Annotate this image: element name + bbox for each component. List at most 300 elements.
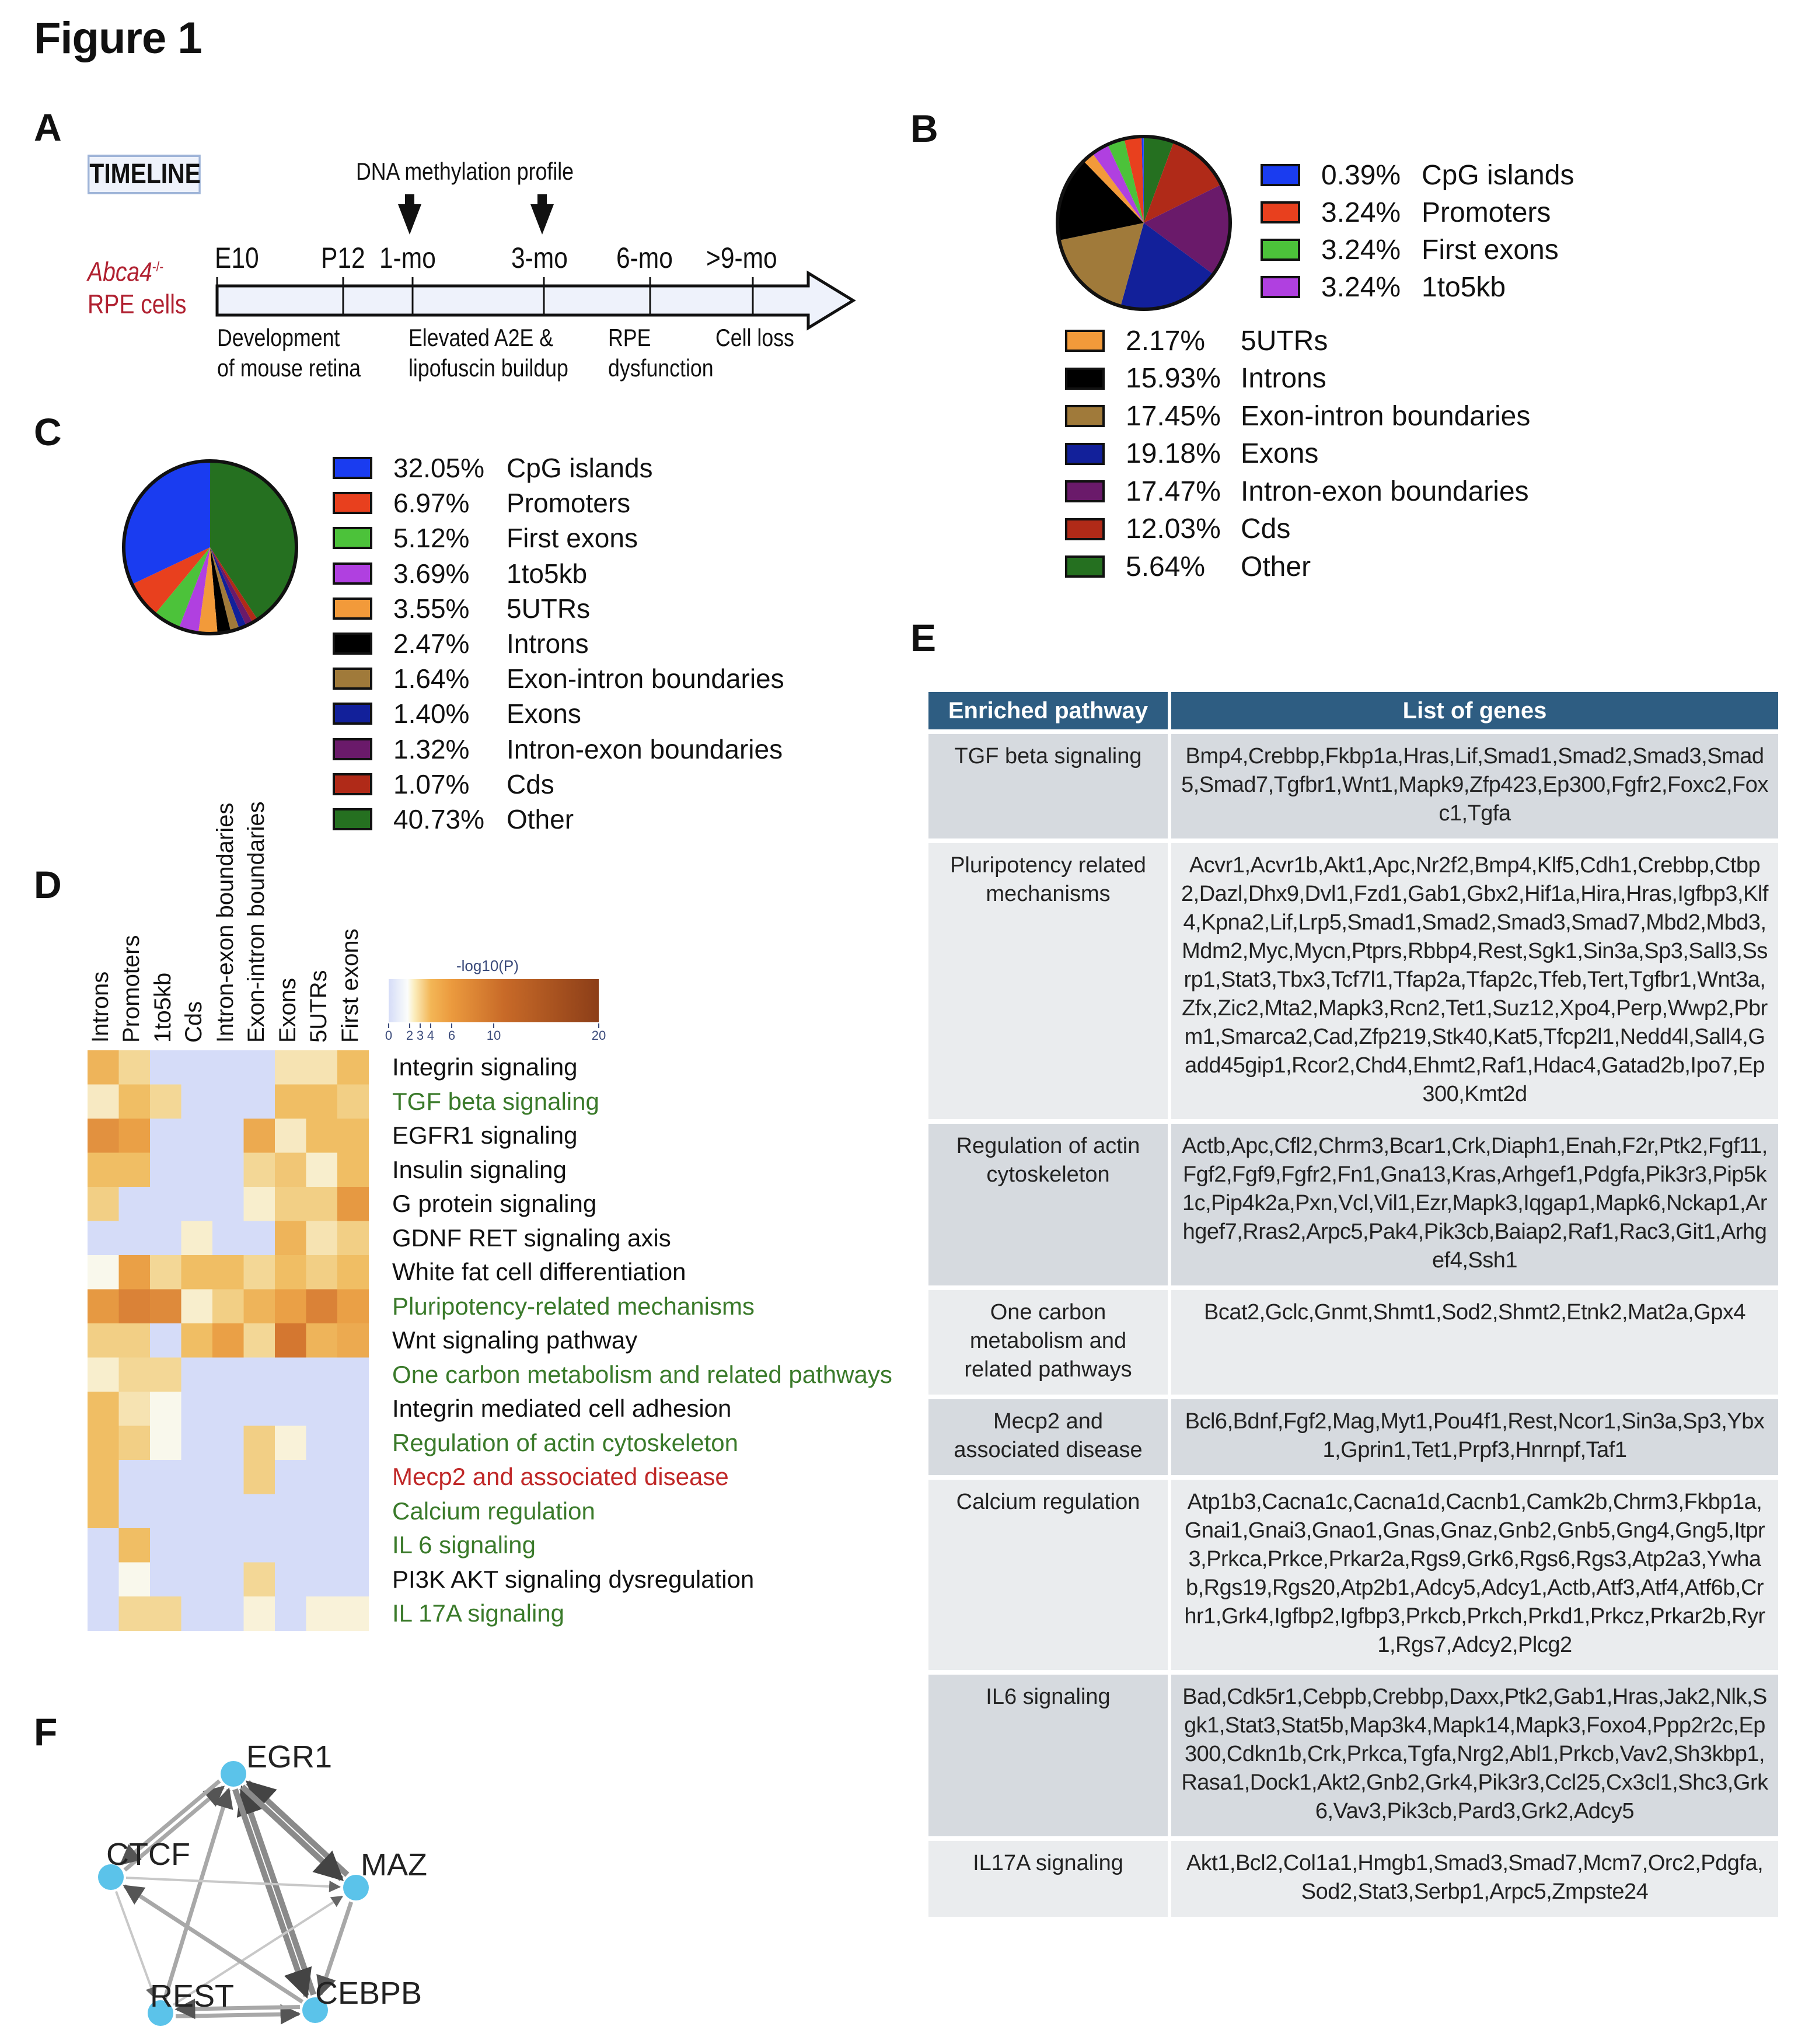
heatmap-cell: [181, 1255, 213, 1290]
header-pathway: Enriched pathway: [928, 692, 1168, 729]
legend-category: CpG islands: [507, 453, 653, 484]
heatmap-column-label: Intron-exon boundaries: [212, 802, 238, 1043]
pathway-cell: Mecp2 and associated disease: [928, 1399, 1168, 1475]
colorbar: [385, 974, 619, 1033]
table-header-row: [928, 692, 1778, 729]
heatmap-cell: [150, 1358, 181, 1392]
heatmap-cell: [119, 1050, 151, 1085]
genotype-superscript: -/-: [152, 259, 164, 275]
legend-item-introns: [333, 626, 784, 661]
genes-cell: Akt1,Bcl2,Col1a1,Hmgb1,Smad3,Smad7,Mcm7,Orc2,Pdgfa,Sod2,Stat3,Serbp1,Arpc5,Zmpste24: [1171, 1841, 1778, 1917]
heatmap-cell: [337, 1119, 369, 1153]
heatmap-cell: [150, 1494, 181, 1529]
legend-category: Exon-intron boundaries: [1241, 400, 1531, 432]
heatmap-cell: [119, 1221, 151, 1256]
heatmap-cell: [275, 1050, 306, 1085]
legend-category: Introns: [507, 628, 589, 659]
legend-item-intron-exon-boundaries: [333, 732, 784, 767]
heatmap-cell: [275, 1119, 306, 1153]
legend-swatch: [1261, 164, 1300, 186]
genes-cell: Actb,Apc,Cfl2,Chrm3,Bcar1,Crk,Diaph1,Enah,F2r,Ptk2,Fgf11,Fgf2,Fgf9,Fgfr2,Fn1,Gna13,Kras,Arhgef1,Pdgfa,Pik3r3,Pip5k1c,Pip4k2a,Pxn,Vcl,Vil1,Ezr,Mapk3,Iqgap1,Mapk6,Nckap1,Arhgef7,Rras2,Arpc5,Pak4,Pik3cb,Baiap2,Raf1,Rac3,Git1,Arhgef4,Ssh1: [1171, 1124, 1778, 1285]
heatmap-cell: [244, 1528, 275, 1563]
heatmap-cell: [337, 1528, 369, 1563]
cell-line-label: [88, 251, 186, 320]
legend-category: Exons: [507, 698, 581, 729]
heatmap-column-label: Exon-intron boundaries: [243, 801, 270, 1043]
heatmap-cell: [212, 1460, 244, 1494]
heatmap-cell: [181, 1221, 213, 1256]
heatmap-cell: [119, 1187, 151, 1221]
heatmap-cell: [150, 1528, 181, 1563]
pie-chart-c: [117, 454, 303, 641]
legend-item-5utrs: [333, 591, 784, 626]
heatmap-cell: [88, 1290, 119, 1324]
timeline-arrow: [217, 273, 853, 328]
heatmap-cell: [306, 1494, 338, 1529]
legend-item-exons: [333, 696, 784, 731]
panel-label-d: D: [34, 863, 62, 906]
colorbar-tick-label: 6: [448, 1028, 456, 1043]
colorbar-title: -log10(P): [456, 957, 519, 974]
heatmap-cell: [150, 1426, 181, 1461]
heatmap-cell: [244, 1153, 275, 1187]
table-row: [928, 1841, 1778, 1917]
stage-development: Development of mouse retina: [217, 324, 361, 382]
heatmap-row-label: White fat cell differentiation: [392, 1258, 686, 1285]
heatmap-row-label: Wnt signaling pathway: [392, 1326, 638, 1354]
tick-p12: P12: [321, 242, 365, 274]
legend-swatch: [333, 633, 372, 655]
legend-category: CpG islands: [1422, 159, 1574, 191]
heatmap-cell: [212, 1596, 244, 1631]
heatmap-row-label: Mecp2 and associated disease: [392, 1463, 729, 1490]
heatmap-column-label: Cds: [181, 1001, 207, 1043]
heatmap-column-label: Introns: [87, 971, 113, 1043]
heatmap-cell: [212, 1050, 244, 1085]
colorbar-tick-label: 4: [427, 1028, 435, 1043]
legend-category: First exons: [507, 523, 638, 554]
heatmap-cell: [275, 1426, 306, 1461]
heatmap-cell: [337, 1358, 369, 1392]
legend-percent: 2.17%: [1126, 325, 1206, 357]
heatmap-cell: [88, 1050, 119, 1085]
legend-swatch: [1065, 443, 1105, 465]
heatmap-cell: [244, 1426, 275, 1461]
figure-title: Figure 1: [34, 13, 202, 63]
heatmap-cell: [275, 1187, 306, 1221]
heatmap-row-label: Integrin mediated cell adhesion: [392, 1395, 732, 1422]
panel-label-e: E: [910, 616, 937, 659]
legend-item-introns: [1065, 360, 1530, 398]
legend-swatch: [1065, 368, 1105, 390]
heatmap-cell: [212, 1290, 244, 1324]
heatmap-row-label: G protein signaling: [392, 1190, 597, 1217]
legend-percent: 15.93%: [1126, 363, 1221, 394]
genes-cell: Bcl6,Bdnf,Fgf2,Mag,Myt1,Pou4f1,Rest,Ncor1,Sin3a,Sp3,Ybx1,Gprin1,Tet1,Prpf3,Hnrnpf,Taf1: [1171, 1399, 1778, 1475]
header-genes: List of genes: [1171, 692, 1778, 729]
colorbar-tick-label: 10: [486, 1028, 501, 1043]
heatmap-cell: [244, 1255, 275, 1290]
legend-category: 5UTRs: [507, 593, 591, 624]
legend-percent: 5.12%: [393, 523, 470, 554]
heatmap-cell: [337, 1494, 369, 1529]
heatmap-cell: [212, 1528, 244, 1563]
tick-9mo: >9-mo: [706, 242, 777, 274]
legend-item-promoters: [333, 485, 784, 520]
heatmap-column-label: 1to5kb: [149, 972, 176, 1043]
heatmap-cell: [306, 1426, 338, 1461]
heatmap-cell: [119, 1460, 151, 1494]
heatmap-cell: [306, 1528, 338, 1563]
legend-swatch: [333, 562, 372, 585]
legend-percent: 1.32%: [393, 733, 470, 764]
heatmap-cell: [119, 1563, 151, 1597]
heatmap-column-label: 5UTRs: [306, 970, 332, 1043]
heatmap-row-label: Integrin signaling: [392, 1053, 578, 1081]
legend-category: Other: [507, 803, 574, 834]
heatmap-cell: [306, 1085, 338, 1119]
legend-percent: 5.64%: [1126, 551, 1206, 582]
heatmap-cell: [212, 1153, 244, 1187]
heatmap-cell: [337, 1460, 369, 1494]
legend-percent: 32.05%: [393, 453, 485, 484]
table-row: [928, 1675, 1778, 1836]
heatmap-cell: [119, 1528, 151, 1563]
heatmap-cell: [212, 1255, 244, 1290]
heatmap-cell: [275, 1460, 306, 1494]
heatmap-cell: [306, 1563, 338, 1597]
heatmap-cell: [244, 1050, 275, 1085]
heatmap-cell: [337, 1153, 369, 1187]
heatmap-cell: [337, 1085, 369, 1119]
pathway-cell: Pluripotency related mechanisms: [928, 843, 1168, 1119]
pathway-cell: One carbon metabolism and related pathways: [928, 1290, 1168, 1395]
table-row: [928, 843, 1778, 1119]
heatmap-row-label: IL 6 signaling: [392, 1531, 536, 1559]
genes-cell: Acvr1,Acvr1b,Akt1,Apc,Nr2f2,Bmp4,Klf5,Cdh1,Crebbp,Ctbp2,Dazl,Dhx9,Dvl1,Fzd1,Gab1,Gbx2,Hif1a,Hira,Hras,Igfbp3,Klf4,Kpna2,Lif,Lrp5,Smad1,Smad2,Smad3,Smad7,Mbd2,Mbd3,Mdm2,Myc,Mycn,Ptprs,Rbbp4,Rest,Sgk1,Sin3a,Sp3,Sall3,Ssrp1,Stat3,Tbx3,Tcf7l1,Tfap2a,Tfap2c,Tfeb,Tert,Tgfbr1,Wnt3a,Zfx,Zic2,Mta2,Mapk3,Rcn2,Tet1,Suz12,Xpo4,Perp,Wwp2,Pbrm1,Smarca2,Cad,Zfp219,Stk40,Kat5,Tfcp2l1,Nedd4l,Sall4,Gadd45gip1,Rcor2,Chd4,Ehmt2,Raf1,Hdac4,Gatad2b,Ipo7,Ep300,Kmt2d: [1171, 843, 1778, 1119]
table-row: [928, 1124, 1778, 1285]
heatmap-row-label: TGF beta signaling: [392, 1087, 599, 1115]
heatmap-cell: [119, 1358, 151, 1392]
legend-percent: 3.69%: [393, 558, 470, 589]
panel-label-f: F: [34, 1710, 58, 1753]
table-row: [928, 1480, 1778, 1670]
heatmap-cell: [244, 1221, 275, 1256]
tick-e10: E10: [215, 242, 259, 274]
heatmap-cell: [119, 1392, 151, 1426]
heatmap-cell: [150, 1563, 181, 1597]
heatmap-cell: [181, 1358, 213, 1392]
heatmap-cell: [150, 1290, 181, 1324]
timeline-box: TIMELINE: [88, 155, 201, 194]
stage-cell-loss: Cell loss: [715, 324, 794, 351]
heatmap-cell: [306, 1255, 338, 1290]
heatmap-cell: [244, 1392, 275, 1426]
panel-label-a: A: [34, 106, 62, 149]
network-edge-ctcf-to-rest: [116, 1891, 155, 1997]
heatmap-cell: [181, 1528, 213, 1563]
table-row: [928, 1399, 1778, 1475]
colorbar-tick-label: 2: [406, 1028, 414, 1043]
legend-item-promoters: [1261, 194, 1574, 231]
legend-item-first-exons: [1261, 231, 1574, 268]
heatmap-cell: [244, 1119, 275, 1153]
legend-swatch: [333, 598, 372, 620]
tick-6mo: 6-mo: [616, 242, 673, 274]
heatmap-cell: [306, 1358, 338, 1392]
table-row: [928, 734, 1778, 838]
panel-label-c: C: [34, 410, 62, 453]
network-node-label: CEBPB: [315, 1976, 423, 2011]
heatmap-cell: [244, 1494, 275, 1529]
heatmap-cell: [275, 1255, 306, 1290]
heatmap-row-label: GDNF RET signaling axis: [392, 1224, 671, 1252]
heatmap-cell: [337, 1187, 369, 1221]
heatmap-cell: [306, 1050, 338, 1085]
legend-item-exons: [1065, 435, 1530, 473]
heatmap-column-label: First exons: [337, 928, 363, 1043]
heatmap-row-label: IL 17A signaling: [392, 1599, 565, 1627]
heatmap-cell: [181, 1119, 213, 1153]
heatmap-cell: [181, 1563, 213, 1597]
legend-percent: 1.40%: [393, 698, 470, 729]
legend-percent: 2.47%: [393, 628, 470, 659]
heatmap-cell: [212, 1426, 244, 1461]
legend-item-1to5kb: [1261, 268, 1574, 306]
heatmap-cell: [306, 1119, 338, 1153]
heatmap-cell: [275, 1323, 306, 1358]
legend-category: Promoters: [507, 488, 631, 519]
pie-chart-b: [1050, 130, 1237, 316]
heatmap-cell: [88, 1153, 119, 1187]
pathway-cell: TGF beta signaling: [928, 734, 1168, 838]
legend-swatch: [333, 668, 372, 690]
heatmap-cell: [337, 1596, 369, 1631]
heatmap-cell: [119, 1153, 151, 1187]
heatmap-cell: [150, 1221, 181, 1256]
heatmap-cell: [275, 1153, 306, 1187]
heatmap-cell: [88, 1323, 119, 1358]
legend-percent: 3.55%: [393, 593, 470, 624]
heatmap-cell: [244, 1358, 275, 1392]
legend-category: Introns: [1241, 363, 1326, 394]
heatmap-cell: [88, 1528, 119, 1563]
heatmap-cell: [150, 1323, 181, 1358]
heatmap-cell: [212, 1119, 244, 1153]
heatmap-cell: [181, 1426, 213, 1461]
heatmap-cell: [275, 1528, 306, 1563]
legend-item-cpg-islands: [1261, 156, 1574, 194]
legend-item-exon-intron-boundaries: [1065, 397, 1530, 435]
heatmap-cell: [306, 1290, 338, 1324]
network-node-label: EGR1: [246, 1739, 333, 1774]
network-edge-ctcf-to-maz: [126, 1878, 340, 1887]
heatmap-cell: [275, 1392, 306, 1426]
heatmap-cell: [181, 1050, 213, 1085]
network-node-label: MAZ: [361, 1847, 427, 1882]
legend-item-5utrs: [1065, 322, 1530, 360]
heatmap-cell: [150, 1255, 181, 1290]
legend-swatch: [333, 492, 372, 514]
heatmap-cell: [119, 1119, 151, 1153]
legend-swatch: [1261, 276, 1300, 298]
table-row: [928, 1290, 1778, 1395]
legend-item-exon-intron-boundaries: [333, 661, 784, 696]
heatmap-cell: [119, 1255, 151, 1290]
legend-category: 1to5kb: [1422, 271, 1506, 303]
legend-item-cds: [333, 767, 784, 802]
heatmap-cell: [275, 1221, 306, 1256]
legend-swatch: [1065, 555, 1105, 578]
heatmap-cell: [88, 1358, 119, 1392]
heatmap-cell: [181, 1290, 213, 1324]
heatmap-cell: [212, 1221, 244, 1256]
legend-swatch: [333, 773, 372, 795]
legend-percent: 40.73%: [393, 803, 485, 834]
heatmap-cell: [181, 1085, 213, 1119]
heatmap-cell: [150, 1596, 181, 1631]
heatmap-cell: [337, 1426, 369, 1461]
heatmap-cell: [119, 1323, 151, 1358]
legend-percent: 17.45%: [1126, 400, 1221, 432]
genes-cell: Bcat2,Gclc,Gnmt,Shmt1,Sod2,Shmt2,Etnk2,Mat2a,Gpx4: [1171, 1290, 1778, 1395]
legend-percent: 12.03%: [1126, 513, 1221, 545]
heatmap-row-label: One carbon metabolism and related pathways: [392, 1360, 892, 1388]
heatmap-cell: [275, 1494, 306, 1529]
legend-item-intron-exon-boundaries: [1065, 473, 1530, 511]
heatmap-cell: [88, 1221, 119, 1256]
heatmap-cell: [306, 1187, 338, 1221]
heatmap-cell: [306, 1460, 338, 1494]
heatmap-cell: [212, 1494, 244, 1529]
heatmap-cell: [337, 1323, 369, 1358]
heatmap-cell: [150, 1187, 181, 1221]
heatmap-cell: [88, 1494, 119, 1529]
legend-item-cds: [1065, 511, 1530, 548]
legend-swatch: [333, 738, 372, 760]
legend-item-cpg-islands: [333, 450, 784, 485]
heatmap-row-label: Regulation of actin cytoskeleton: [392, 1428, 739, 1456]
legend-swatch: [1065, 405, 1105, 427]
heatmap-cell: [119, 1290, 151, 1324]
legend-swatch: [1065, 518, 1105, 540]
heatmap-cell: [212, 1323, 244, 1358]
pathway-cell: Regulation of actin cytoskeleton: [928, 1124, 1168, 1285]
heatmap-cell: [119, 1494, 151, 1529]
heatmap-cell: [181, 1153, 213, 1187]
heatmap-cell: [88, 1563, 119, 1597]
enriched-pathways-table: [925, 687, 1782, 1921]
heatmap-cell: [275, 1290, 306, 1324]
heatmap-cell: [275, 1358, 306, 1392]
legend-swatch: [1261, 201, 1300, 223]
network-node-label: REST: [150, 1979, 235, 2014]
colorbar-tick-label: 3: [416, 1028, 424, 1043]
heatmap-cell: [244, 1085, 275, 1119]
legend-category: Intron-exon boundaries: [507, 733, 783, 764]
heatmap-cell: [244, 1323, 275, 1358]
legend-item-other: [1065, 548, 1530, 586]
heatmap-cell: [181, 1596, 213, 1631]
heatmap-cell: [88, 1119, 119, 1153]
heatmap-cell: [275, 1596, 306, 1631]
heatmap-cell: [337, 1255, 369, 1290]
legend-swatch: [333, 457, 372, 479]
heatmap-cell: [150, 1392, 181, 1426]
heatmap-cell: [244, 1596, 275, 1631]
heatmap-cell: [337, 1563, 369, 1597]
heatmap-grid: [88, 1050, 391, 1634]
tick-1mo: 1-mo: [379, 242, 436, 274]
heatmap-cell: [150, 1050, 181, 1085]
heatmap-cell: [212, 1563, 244, 1597]
legend-category: Intron-exon boundaries: [1241, 476, 1529, 507]
down-arrow-3mo-icon: [530, 194, 554, 235]
heatmap-cell: [306, 1392, 338, 1426]
network-edge-rest-to-cebpb: [176, 2014, 299, 2017]
heatmap-cell: [181, 1392, 213, 1426]
legend-category: 5UTRs: [1241, 325, 1328, 357]
heatmap-cell: [337, 1392, 369, 1426]
legend-percent: 3.24%: [1321, 234, 1401, 265]
heatmap-row-label: Calcium regulation: [392, 1497, 595, 1525]
network-node-label: CTCF: [106, 1837, 190, 1872]
stage-rpe-dysfunction: RPE dysfunction: [608, 324, 714, 382]
legend-item-first-exons: [333, 520, 784, 555]
legend-percent: 6.97%: [393, 488, 470, 519]
legend-percent: 3.24%: [1321, 271, 1401, 303]
colorbar-tick-label: 0: [385, 1028, 393, 1043]
heatmap-row-label: Pluripotency-related mechanisms: [392, 1292, 755, 1320]
legend-category: Other: [1241, 551, 1311, 582]
heatmap-cell: [181, 1323, 213, 1358]
legend-percent: 17.47%: [1126, 476, 1221, 507]
heatmap-cell: [275, 1085, 306, 1119]
heatmap-cell: [88, 1596, 119, 1631]
heatmap-cell: [150, 1119, 181, 1153]
methylation-title: DNA methylation profile: [356, 158, 574, 185]
pathway-cell: IL17A signaling: [928, 1841, 1168, 1917]
gene-name: Abca4: [88, 256, 152, 287]
heatmap-row-label: PI3K AKT signaling dysregulation: [392, 1565, 755, 1593]
legend-percent: 3.24%: [1321, 197, 1401, 228]
genes-cell: Bad,Cdk5r1,Cebpb,Crebbp,Daxx,Ptk2,Gab1,Hras,Jak2,Nlk,Sgk1,Stat3,Stat5b,Map3k4,Mapk14,Mapk3,Foxo4,Ppp2r2c,Ep300,Cdkn1b,Crk,Prkca,Tgfa,Nrg2,Abl1,Prkcb,Vav2,Sh3kbp1,Rasa1,Dock1,Akt2,Gnb2,Grk4,Pik3r3,Ccl25,Cx3cl1,Shc3,Grk6,Vav3,Pik3cb,Pard3,Grk2,Adcy5: [1171, 1675, 1778, 1836]
heatmap-cell: [337, 1290, 369, 1324]
legend-b-bottom: [1065, 322, 1530, 586]
legend-swatch: [333, 527, 372, 549]
heatmap-cell: [150, 1460, 181, 1494]
heatmap-column-label: Exons: [274, 977, 301, 1043]
legend-b-top: [1261, 156, 1574, 306]
heatmap-cell: [244, 1290, 275, 1324]
heatmap-cell: [181, 1494, 213, 1529]
heatmap-cell: [275, 1563, 306, 1597]
legend-swatch: [333, 808, 372, 830]
heatmap-cell: [119, 1085, 151, 1119]
heatmap-cell: [337, 1221, 369, 1256]
legend-swatch: [1065, 330, 1105, 352]
heatmap-column-label: Promoters: [118, 935, 145, 1043]
legend-item-other: [333, 802, 784, 837]
stage-a2e: Elevated A2E & lipofuscin buildup: [409, 324, 568, 382]
legend-category: First exons: [1422, 234, 1559, 265]
legend-category: Cds: [1241, 513, 1291, 545]
down-arrow-1mo-icon: [398, 194, 421, 235]
legend-swatch: [1065, 480, 1105, 502]
heatmap-cell: [244, 1187, 275, 1221]
genes-cell: Bmp4,Crebbp,Fkbp1a,Hras,Lif,Smad1,Smad2,Smad3,Smad5,Smad7,Tgfbr1,Wnt1,Mapk9,Zfp423,Ep300,Fgfr2,Foxc2,Foxc1,Tgfa: [1171, 734, 1778, 838]
legend-percent: 1.07%: [393, 768, 470, 799]
